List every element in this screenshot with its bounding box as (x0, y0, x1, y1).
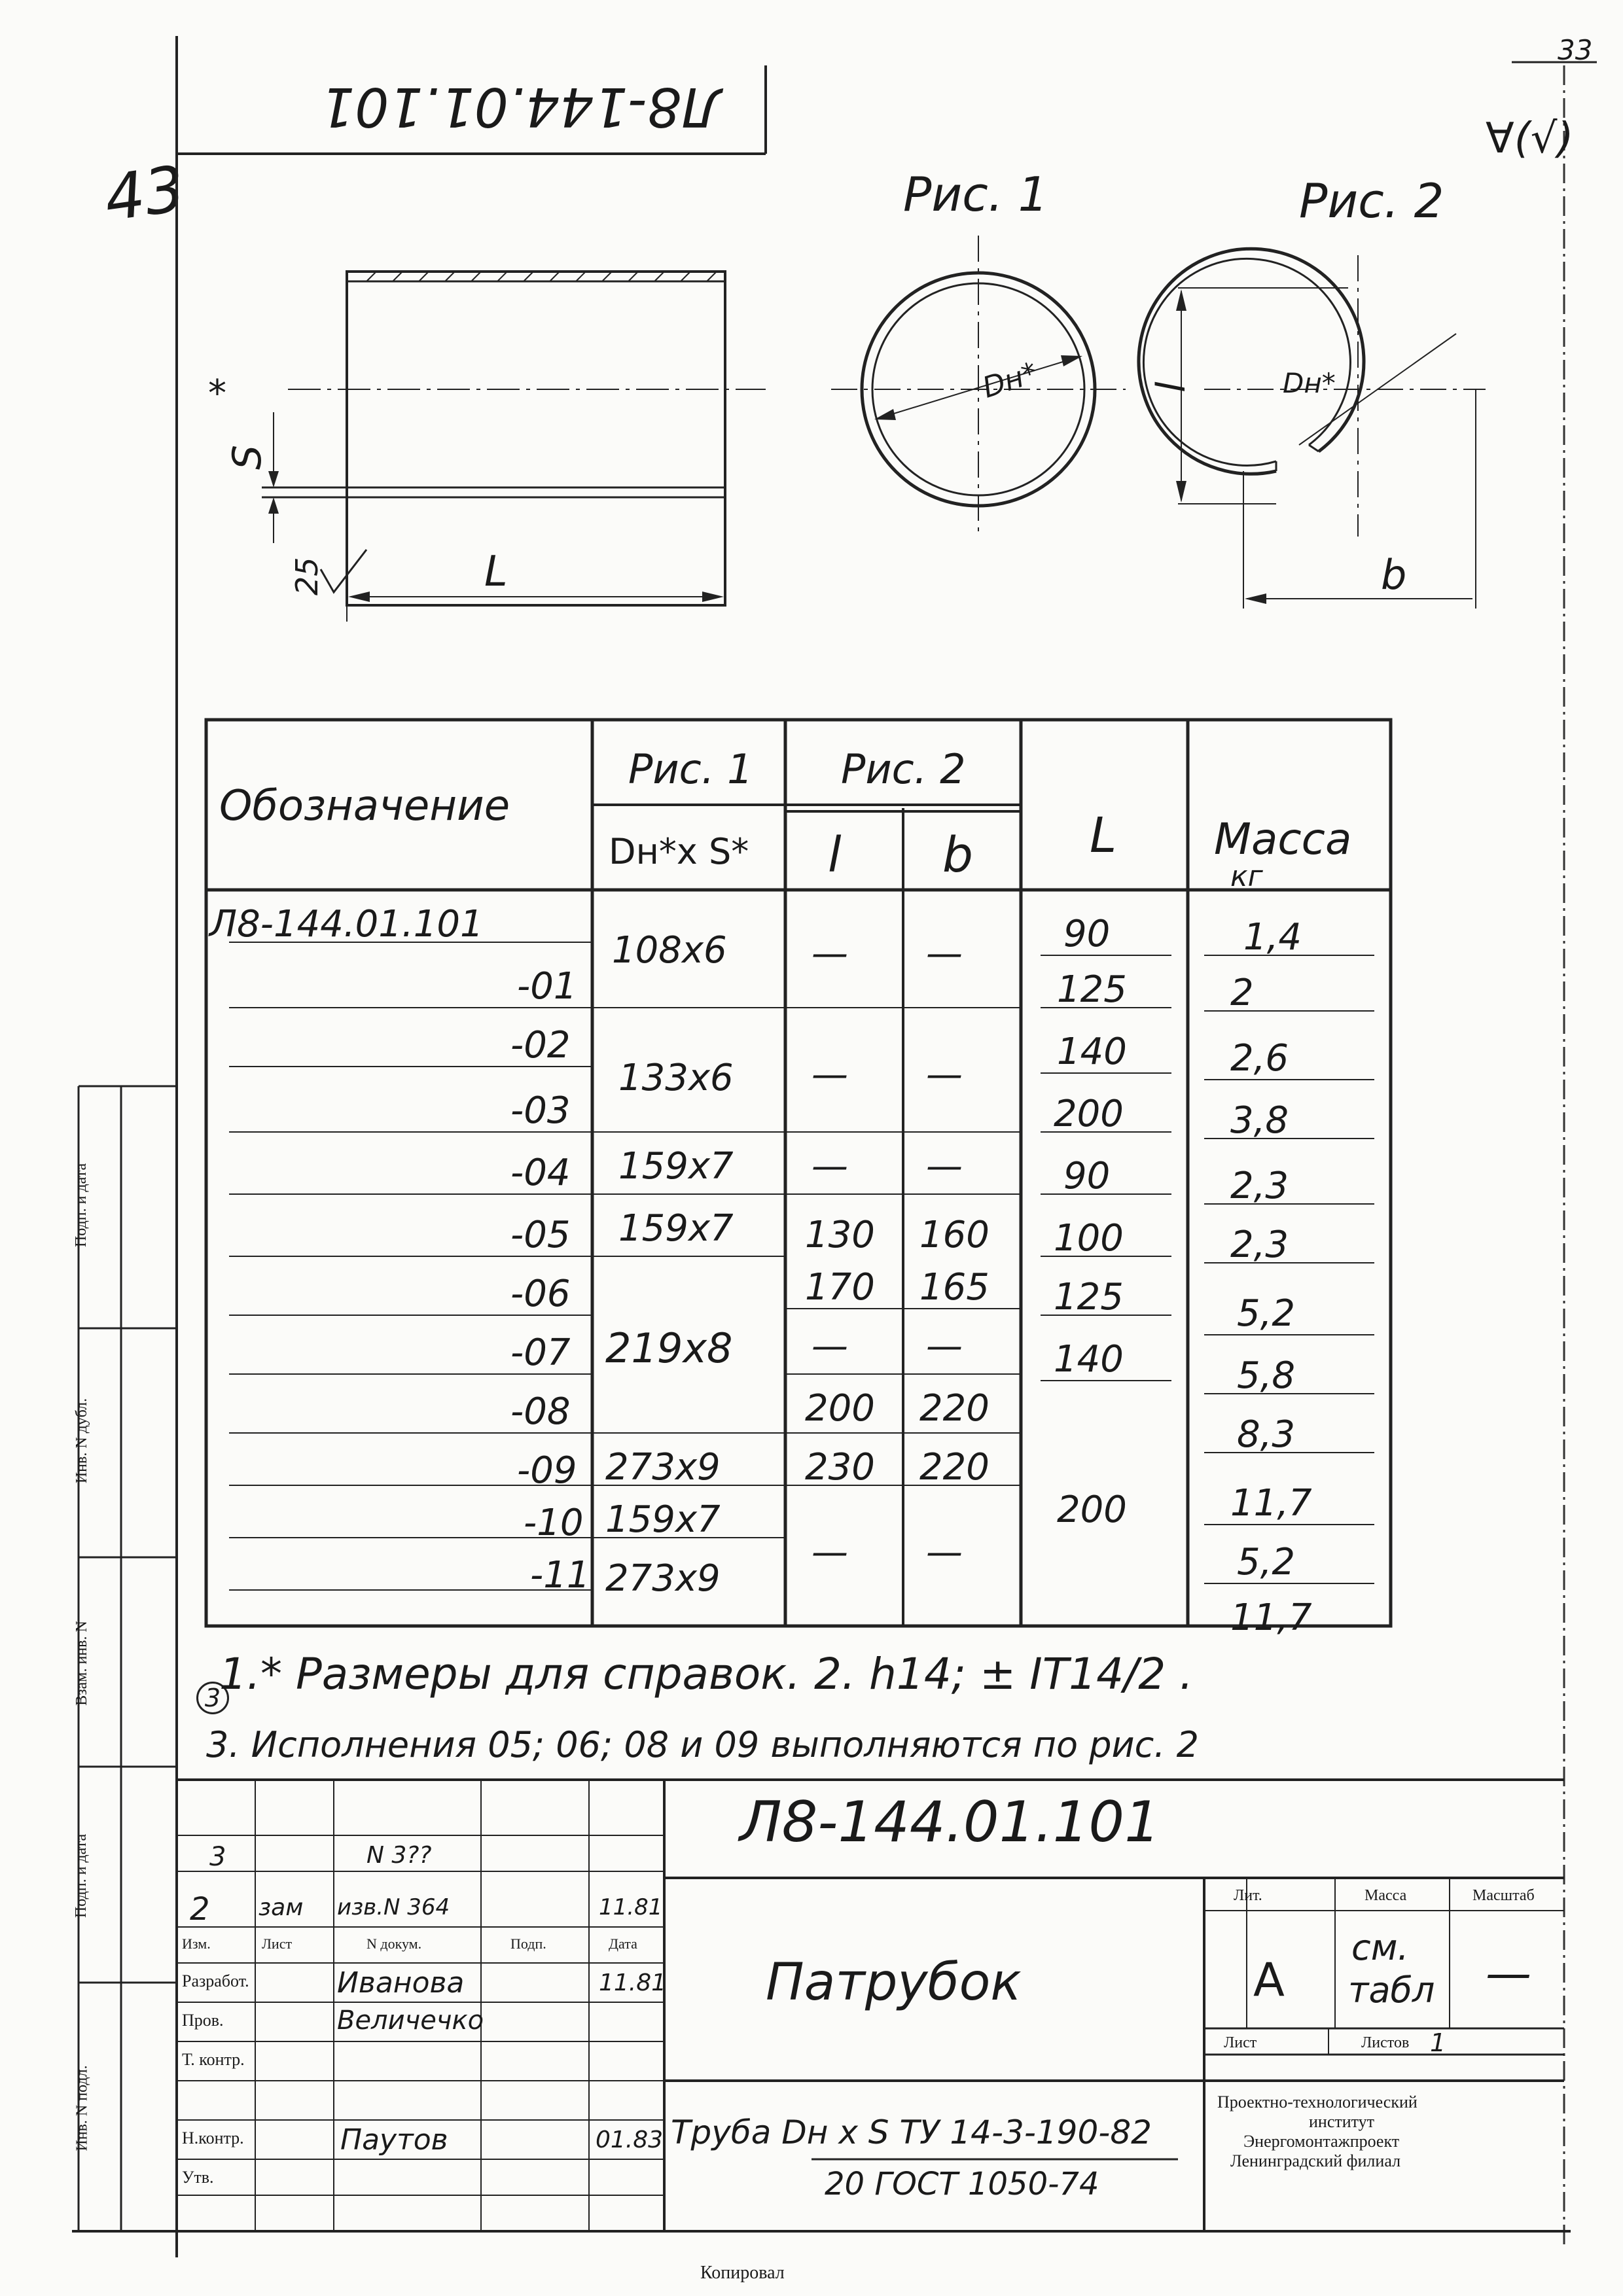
table-cell-mass: 5,2 (1237, 1541, 1296, 1583)
dim-s-label: S (224, 444, 270, 470)
table-row-designation: -03 (510, 1089, 571, 1132)
table-cell-L: 90 (1063, 1155, 1111, 1197)
spec-table-grid (206, 720, 1391, 1626)
sheet-marker: 43 (99, 152, 190, 236)
table-cell-l: 170 (805, 1266, 875, 1309)
title-material-bottom: 20 ГОСТ 1050-74 (825, 2166, 1099, 2202)
org-line: Ленинградский филиал (1230, 2151, 1401, 2170)
table-cell-mass: 2,6 (1230, 1037, 1289, 1080)
table-cell-L: 100 (1054, 1217, 1124, 1260)
table-cell-l: — (812, 1053, 848, 1096)
role-name: Иванова (337, 1966, 465, 2000)
table-cell-mass: 11,7 (1230, 1597, 1312, 1639)
side-stamp-label: Подп. и дата (73, 1833, 90, 1918)
table-cell-mass: 2,3 (1230, 1224, 1289, 1266)
header-L: L (1090, 807, 1117, 864)
table-row-designation: -02 (510, 1024, 571, 1067)
sheets-label: Листов (1361, 2034, 1410, 2051)
org-line: Проектно-технологический (1217, 2093, 1418, 2111)
side-stamp-label: Подп. и дата (73, 1163, 90, 1248)
table-row-designation: -05 (510, 1214, 571, 1256)
title-material-top: Труба Dн x S ТУ 14-3-190-82 (671, 2113, 1152, 2151)
rev-zone: зам (259, 1894, 304, 1921)
table-cell-dn-s: 273x9 (605, 1446, 721, 1489)
role-label: Н.контр. (182, 2128, 244, 2147)
table-cell-l: 200 (805, 1387, 875, 1430)
title-doc-code: Л8-144.01.101 (740, 1790, 1160, 1855)
header-fig1: Рис. 1 (628, 745, 753, 793)
table-cell-L: 90 (1063, 913, 1111, 955)
side-stamp-grid (79, 1086, 177, 2231)
header-b: b (942, 827, 973, 883)
fig2-l-label: l (1149, 381, 1194, 393)
dim-s-star: * (208, 372, 226, 415)
table-cell-L: 125 (1054, 1276, 1124, 1318)
table-cell-L-merged: 200 (1057, 1489, 1127, 1531)
table-cell-mass: 3,8 (1230, 1099, 1289, 1142)
dim-L-label: L (484, 548, 508, 596)
lit-label: Лит. (1234, 1887, 1262, 1904)
table-cell-L: 125 (1057, 968, 1127, 1011)
table-row-designation: -01 (517, 965, 577, 1008)
sheets-value: 1 (1430, 2028, 1446, 2057)
table-cell-dn-s: 159x7 (618, 1207, 734, 1250)
fig2-section (1139, 249, 1486, 609)
scale-label: Масштаб (1472, 1887, 1535, 1904)
side-stamp-label: Инв. N дубл. (73, 1398, 91, 1484)
table-cell-b: — (926, 1145, 963, 1188)
page-number: 33 (1558, 34, 1593, 66)
table-cell-b: — (926, 1531, 963, 1574)
table-cell-mass: 2 (1230, 972, 1254, 1014)
table-row-designation: -06 (510, 1273, 571, 1315)
table-cell-dn-s: 159x7 (618, 1145, 734, 1188)
table-cell-mass: 11,7 (1230, 1482, 1312, 1525)
header-mass: Масса (1214, 814, 1352, 864)
table-cell-mass: 5,8 (1237, 1354, 1296, 1397)
table-cell-b: 220 (919, 1446, 990, 1489)
rev-num: 2 (190, 1891, 210, 1928)
table-row-designation: -11 (530, 1554, 590, 1597)
role-label: Пров. (182, 2011, 224, 2030)
side-stamp-label: Инв. N подл. (73, 2065, 91, 2151)
table-cell-b: 165 (919, 1266, 990, 1309)
table-cell-b: — (926, 932, 963, 975)
rev-header: N докум. (366, 1935, 422, 1952)
rev-doc: изв.N 364 (337, 1894, 450, 1920)
role-label: Т. контр. (182, 2050, 245, 2069)
lit-value: А (1253, 1953, 1285, 2007)
table-row-designation: -09 (517, 1449, 577, 1492)
table-cell-l: 230 (805, 1446, 875, 1489)
table-row-designation: -10 (524, 1502, 584, 1544)
table-row-designation: -04 (510, 1152, 571, 1194)
table-cell-mass: 2,3 (1230, 1165, 1289, 1207)
rev-num: 3 (209, 1842, 226, 1872)
mass-label: Масса (1364, 1887, 1407, 1904)
table-cell-l: — (812, 1325, 848, 1368)
note-line-2: 3. Исполнения 05; 06; 08 и 09 выполняются по рис. 2 (206, 1724, 1199, 1765)
header-designation: Обозначение (219, 782, 510, 830)
table-cell-L: 200 (1054, 1093, 1124, 1135)
table-cell-dn-s: 219x8 (605, 1324, 733, 1372)
fig1-section (831, 236, 1126, 537)
table-cell-b: 220 (919, 1387, 990, 1430)
role-name: Величечко (337, 2005, 484, 2036)
header-mass-unit: кг (1230, 860, 1263, 893)
mass-value-2: табл (1348, 1969, 1435, 2011)
role-date: 11.81 (599, 1969, 667, 1996)
org-line: Энергомонтажпроект (1243, 2132, 1400, 2151)
role-label: Утв. (182, 2168, 214, 2187)
title-part-name: Патрубок (766, 1953, 1022, 2012)
doc-code-rotated: Л8-144.01.101 (321, 75, 722, 137)
table-cell-l: 130 (805, 1214, 875, 1256)
header-dn-s: Dн*x S* (609, 831, 749, 872)
rev-header: Дата (609, 1935, 637, 1952)
scale-value: — (1486, 1947, 1531, 2000)
header-l: l (828, 827, 842, 883)
org-line: институт (1309, 2112, 1375, 2131)
table-cell-dn-s: 273x9 (605, 1557, 721, 1600)
fig1-dn-label: Dн* (978, 356, 1042, 405)
table-cell-b: — (926, 1053, 963, 1096)
table-cell-l: — (812, 1531, 848, 1574)
roughness-25: 25 (289, 557, 325, 595)
table-cell-mass: 5,2 (1237, 1292, 1296, 1335)
table-cell-L: 140 (1057, 1031, 1127, 1073)
rev-date: 11.81 (599, 1894, 663, 1920)
rev-header: Изм. (182, 1935, 211, 1952)
rev-header: Лист (262, 1935, 293, 1952)
table-cell-dn-s: 159x7 (605, 1498, 721, 1541)
table-cell-b: 160 (919, 1214, 990, 1256)
table-cell-L: 140 (1054, 1338, 1124, 1381)
table-cell-dn-s: 133x6 (618, 1057, 734, 1099)
note-circled: 3 (196, 1682, 229, 1714)
side-stamp-label: Взам. инв. N (73, 1621, 90, 1706)
table-cell-l: — (812, 932, 848, 975)
roughness-mark: ∀(√) (1486, 115, 1574, 163)
pipe-side-view (262, 272, 766, 622)
role-name: Паутов (340, 2123, 448, 2157)
header-fig2: Рис. 2 (841, 745, 966, 793)
table-cell-b: — (926, 1325, 963, 1368)
fig2-dn-label: Dн* (1283, 367, 1336, 399)
table-row-designation: Л8-144.01.101 (209, 903, 484, 945)
fig1-title: Рис. 1 (903, 167, 1048, 222)
table-cell-mass: 8,3 (1237, 1413, 1296, 1456)
footer-copied: Копировал (700, 2263, 785, 2283)
table-row-designation: -07 (510, 1332, 571, 1374)
sheet-label: Лист (1224, 2034, 1257, 2051)
fig2-title: Рис. 2 (1299, 173, 1444, 228)
table-cell-l: — (812, 1145, 848, 1188)
role-date: 01.83 (596, 2127, 664, 2153)
table-cell-mass: 1,4 (1243, 916, 1302, 959)
rev-header: Подп. (510, 1935, 546, 1952)
fig2-b-label: b (1381, 551, 1407, 599)
mass-value-1: см. (1351, 1927, 1409, 1968)
rev-doc: N 3?? (366, 1842, 432, 1869)
table-row-designation: -08 (510, 1390, 571, 1433)
note-line-1: 1.* Размеры для справок. 2. h14; ± IT14/2 . (219, 1649, 1194, 1699)
table-cell-dn-s: 108x6 (612, 929, 727, 972)
role-label: Разработ. (182, 1971, 249, 1990)
